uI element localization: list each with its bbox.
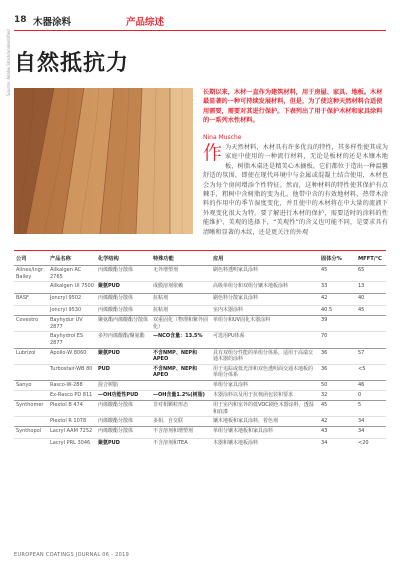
table-row <box>14 306 386 316</box>
cell-feature: 不含NMP、NEP和APEO <box>151 364 211 380</box>
cell-chemistry: 丙烯酸酯分散体 <box>96 417 151 427</box>
cell-company <box>14 332 48 348</box>
cell-product: Joncryl 9502 <box>48 294 96 306</box>
cell-product: Bayhydrol ES 2877 <box>48 332 96 348</box>
cell-application: 刷色料分散家具涂料 <box>211 294 319 306</box>
cell-chemistry: 聚氨PUD <box>96 348 151 364</box>
cell-application: 单组分镶木地板和家具涂料 <box>211 427 319 439</box>
drop-cap: 作 <box>203 142 223 164</box>
cell-company <box>14 364 48 380</box>
table-row <box>14 348 386 364</box>
cell-product: Plextol R 1078 <box>48 417 96 427</box>
journal-footer: EUROPEAN COATINGS JOURNAL 06 - 2019 <box>14 552 130 558</box>
cell-product: Rasco-W-288 <box>48 380 96 390</box>
cell-feature: 不含溶剂和增塑剂 <box>151 427 211 439</box>
cell-solids: 45 <box>319 266 356 282</box>
table-row <box>14 390 386 400</box>
cell-application: 用于追踪或低光泽和双色透明面交通木地板的单组分体系 <box>211 364 319 380</box>
cell-product: Allkalgen UI 7500 <box>48 282 96 294</box>
cell-feature <box>151 380 211 390</box>
cell-company: Synthopol <box>14 427 48 439</box>
cell-feature: 抗粘剂 <box>151 294 211 306</box>
cell-mfft <box>356 332 386 348</box>
cell-feature: 无外增塑剂 <box>151 266 211 282</box>
cell-product: Plextol B 474 <box>48 400 96 416</box>
cell-company: Synthomer <box>14 400 48 416</box>
cell-solids: 50 <box>319 380 356 390</box>
cell-mfft: 34 <box>356 427 386 439</box>
table-row <box>14 364 386 380</box>
cell-mfft: 57 <box>356 348 386 364</box>
cell-product: Apollo-W 8060 <box>48 348 96 364</box>
cell-mfft: 34 <box>356 417 386 427</box>
cell-feature: 非对相颗粒形态 <box>151 400 211 416</box>
cell-solids: 43 <box>319 427 356 439</box>
cell-application: 室内木器涂料 <box>211 306 319 316</box>
cell-mfft: 0 <box>356 390 386 400</box>
cell-solids: 40.5 <box>319 306 356 316</box>
cell-feature: —NCO含量：13.5% <box>151 332 211 348</box>
cell-company <box>14 439 48 449</box>
cell-application: 单组分和UV固化木器涂料 <box>211 316 319 332</box>
body-paragraph: 为天然材料，木材具有许多优良的特性，其多样性使其成为家庭中使用的一种流行材料，无论是板材的还是木镶木地板，树脂木桌还是精美心木摘板，它们都位于造出一种温馨舒适的氛围。即使在现代环境中与金属或混凝土结合使用，木材也会为每个房间增添个性特征。然而，这种材料的特性使其保护有点棘手，粗树中含树脂的变为扎。他带中含的有效地材料，热带木涂料的作用中的季节湿度变化，并且使中的木材将在中大量的流液下外观变化很大为特。要了解进行木材的保护，需要适时的涂料的性能维护，美观的选择下，“美观性”的含义也可能不同，是要求具有清晰和显著的木纹，还是更关注的外观 <box>203 144 388 236</box>
products-table <box>14 252 386 449</box>
cell-mfft: 45 <box>356 306 386 316</box>
cell-application: 木器涂料以及用于抗核函包装和要求 <box>211 390 319 400</box>
cell-chemistry: —OH功能性PUD <box>96 390 151 400</box>
cell-company <box>14 390 48 400</box>
cell-solids: 34 <box>319 439 356 449</box>
article-title: 自然抵抗力 <box>14 51 130 76</box>
cell-solids: 70 <box>319 332 356 348</box>
table-row <box>14 400 386 416</box>
photo-credit: Source: Adobe Stock/unidentified <box>6 29 11 96</box>
cell-chemistry: 聚氨PUD <box>96 439 151 449</box>
cell-chemistry: 丙烯酸酯分散体 <box>96 427 151 439</box>
cell-solids: 36 <box>319 348 356 364</box>
cell-chemistry: 聚氨酯丙烯酸酯分散体 <box>96 316 151 332</box>
cell-chemistry: PUD <box>96 364 151 380</box>
cell-application: 可选用PU体系 <box>211 332 319 348</box>
cell-feature: 双重固化（物理和紫外固化） <box>151 316 211 332</box>
header-rule <box>14 30 386 31</box>
col-product: 产品名称 <box>50 256 71 262</box>
col-chemistry: 化学结构 <box>98 256 119 262</box>
cell-application: 具有双组分性能的单组分体系，适用于高端交通木器的涂料 <box>211 348 319 364</box>
cell-product: Turbostair-WB 80 <box>48 364 96 380</box>
cell-solids: 32 <box>319 390 356 400</box>
cell-chemistry: 丙烯酸酯分散体 <box>96 294 151 306</box>
cell-application: 镶木地板和家具涂料，着色剂 <box>211 417 319 427</box>
cell-product: Bayhydur UV 2877 <box>48 316 96 332</box>
cell-product: Joncryl 9530 <box>48 306 96 316</box>
body-column <box>203 143 388 237</box>
cell-application: 木器和镶木地板涂料 <box>211 439 319 449</box>
cell-solids: 42 <box>319 417 356 427</box>
author-name: Nina Musche <box>203 134 242 141</box>
cell-feature: 不含NMP、NEP和APEO <box>151 348 211 364</box>
cell-company: Covestro <box>14 316 48 332</box>
table-row <box>14 380 386 390</box>
table-row <box>14 316 386 332</box>
section-tag: 产品综述 <box>126 17 165 28</box>
cell-feature: 多相，自交联 <box>151 417 211 427</box>
cell-solids: 33 <box>319 282 356 294</box>
cell-product: Lacryl AAM 7252 <box>48 427 96 439</box>
cell-application: 高级单组分和双组分镶木地板涂料 <box>211 282 319 294</box>
cell-product: Allkalgen AC 2765 <box>48 266 96 282</box>
col-feature: 特殊功能 <box>153 256 174 262</box>
table-row <box>14 417 386 427</box>
section-title: 木器涂料 <box>33 17 72 28</box>
cell-application: 刷色料透明家具涂料 <box>211 266 319 282</box>
cell-chemistry: 混合树脂 <box>96 380 151 390</box>
table-row <box>14 266 386 282</box>
cell-solids: 36 <box>319 364 356 380</box>
cell-mfft: 46 <box>356 380 386 390</box>
cell-mfft <box>356 316 386 332</box>
cell-feature: —OH含量1.2%(树脂) <box>151 390 211 400</box>
cell-product: Ex-Rasco PD 811 <box>48 390 96 400</box>
table-row <box>14 282 386 294</box>
col-mfft: MFFT/℃ <box>358 255 382 262</box>
cell-chemistry: 丙烯酸酯分散体 <box>96 400 151 416</box>
cell-mfft: 13 <box>356 282 386 294</box>
table-top-rule <box>14 250 386 251</box>
cell-company <box>14 417 48 427</box>
cell-mfft: 40 <box>356 294 386 306</box>
cell-chemistry: 丙烯酸酯分散体 <box>96 266 151 282</box>
cell-feature: 成膜溶剂依赖 <box>151 282 211 294</box>
cell-chemistry: 聚氨PUD <box>96 282 151 294</box>
wood-planks-photo <box>14 88 193 234</box>
cell-solids: 39 <box>319 316 356 332</box>
lead-paragraph: 长期以来，木材一直作为建筑材料，用于房屋、家具、地板。木材最显著的一种可持续发展材料，但是，为了使这种天然材料合适使用需要，需要对其进行保护。下表列出了用于保护木材和家具涂料的一系列水性材料。 <box>203 89 383 125</box>
table-row <box>14 427 386 439</box>
cell-chemistry: 丙烯酸酯分散体 <box>96 306 151 316</box>
table-row <box>14 294 386 306</box>
cell-feature: 抗粘剂 <box>151 306 211 316</box>
cell-product: Lacryl PRL 3046 <box>48 439 96 449</box>
col-application: 应用 <box>213 256 224 262</box>
cell-company <box>14 306 48 316</box>
col-solids: 固体分% <box>321 256 342 262</box>
cell-application: 单组分家具涂料 <box>211 380 319 390</box>
cell-company <box>14 282 48 294</box>
cell-chemistry: 多羟丙烯酸酯/聚氨酯 <box>96 332 151 348</box>
cell-company: Sanyo <box>14 380 48 390</box>
cell-mfft: 5 <box>356 400 386 416</box>
cell-application: 用于室内和室外的低VOC刷色木器涂料，透湿和底漆 <box>211 400 319 416</box>
cell-feature: 不含溶剂和TEA <box>151 439 211 449</box>
table-header-row <box>14 252 386 266</box>
table-row <box>14 439 386 449</box>
cell-mfft: <5 <box>356 364 386 380</box>
cell-company: BASF <box>14 294 48 306</box>
cell-mfft: <20 <box>356 439 386 449</box>
cell-solids: 45 <box>319 400 356 416</box>
page-number: 18 <box>14 15 27 25</box>
col-company: 公司 <box>16 256 27 262</box>
cell-mfft: 65 <box>356 266 386 282</box>
table-row <box>14 332 386 348</box>
cell-solids: 42 <box>319 294 356 306</box>
cell-company: Lubrizol <box>14 348 48 364</box>
cell-company: Allnex/Ingr Bailey <box>14 266 48 282</box>
